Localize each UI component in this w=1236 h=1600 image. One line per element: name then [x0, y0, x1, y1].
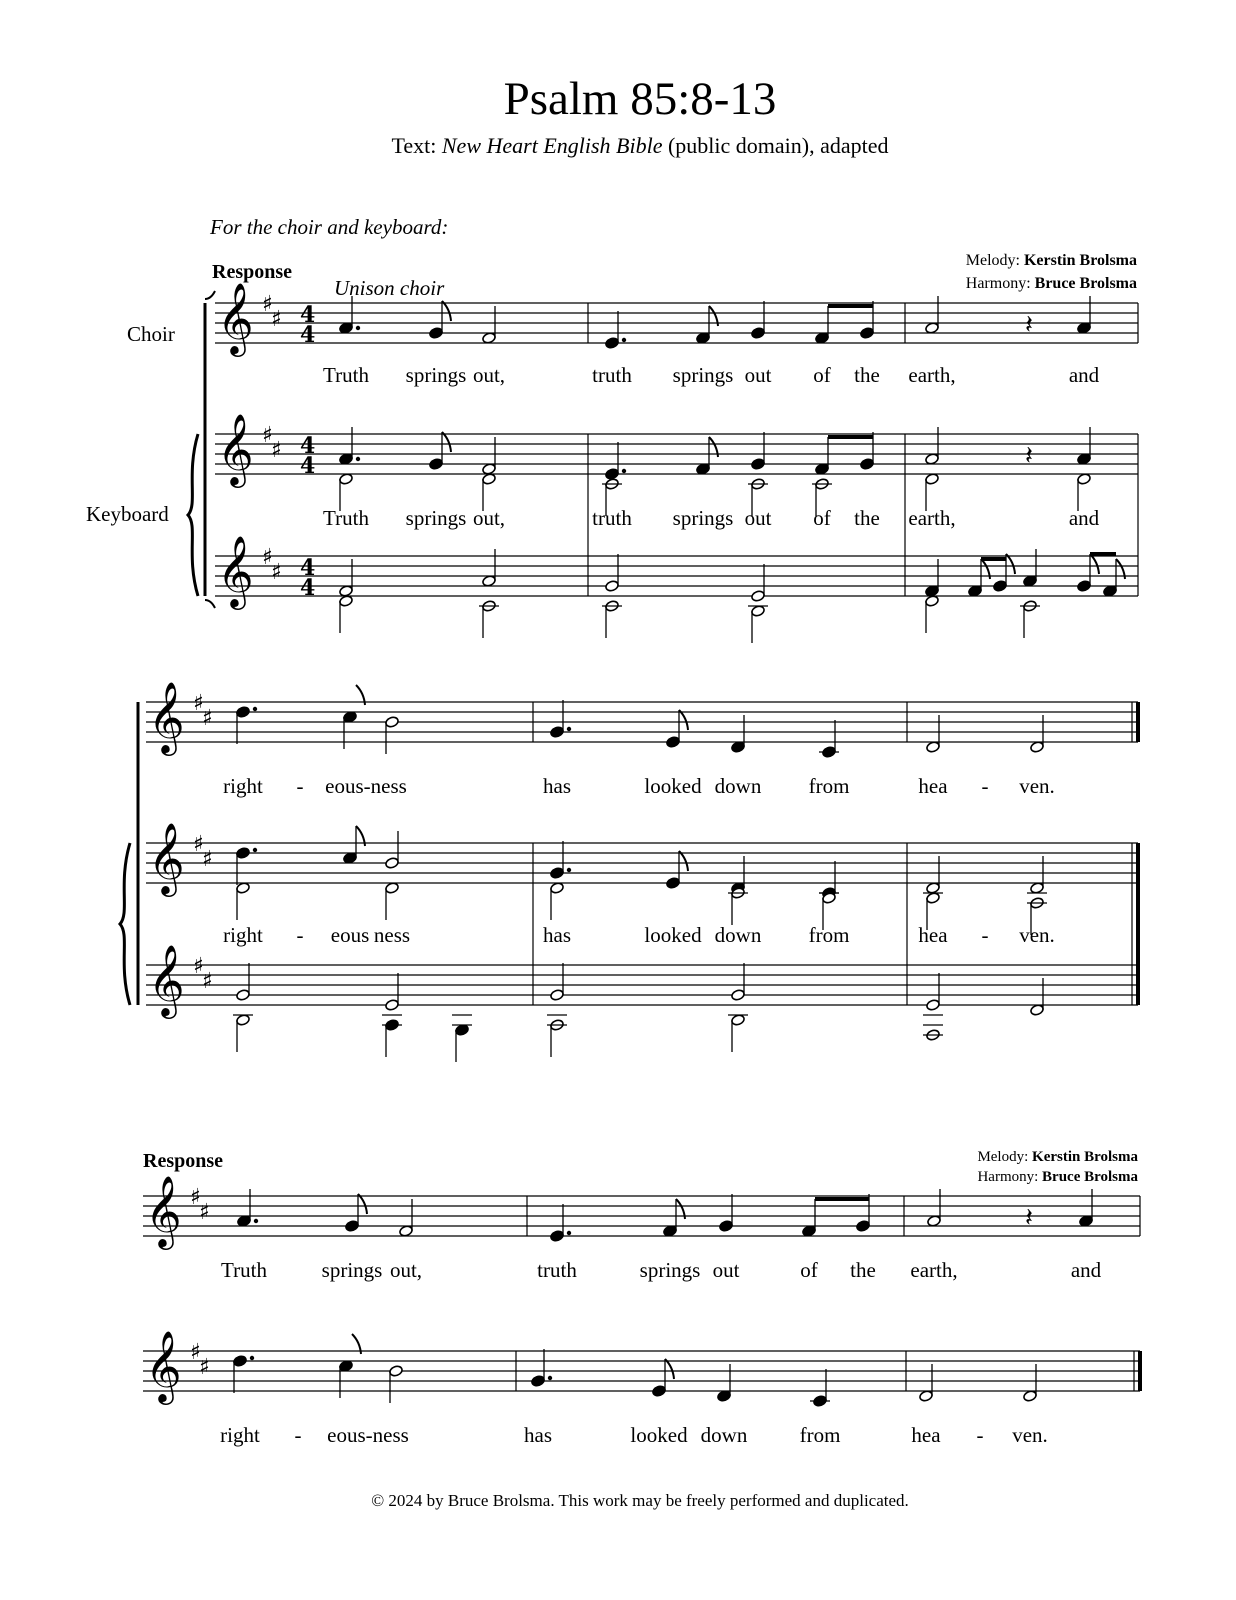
note-head	[482, 332, 497, 345]
note-head	[605, 337, 620, 350]
lyric: of	[800, 1258, 818, 1282]
note-head	[550, 1230, 565, 1243]
treble-clef: 𝄞	[145, 1174, 182, 1247]
note-head	[666, 736, 681, 749]
note-head	[925, 595, 940, 608]
lyric: of	[813, 506, 831, 530]
note-head	[1077, 322, 1092, 335]
note-head	[1023, 1390, 1038, 1403]
time-sig-top: 4	[300, 555, 316, 581]
keyboard-part-label: Keyboard	[86, 502, 169, 526]
lyric: truth	[592, 363, 632, 387]
sharp-f: ♯	[193, 691, 204, 716]
lyric: looked	[630, 1423, 688, 1447]
note-head	[860, 458, 875, 471]
lyric: the	[854, 506, 880, 530]
lyric: has	[543, 774, 571, 798]
sharp-f: ♯	[262, 545, 273, 570]
note-head	[731, 1014, 746, 1027]
note-head	[751, 590, 766, 603]
lyric: hea	[918, 923, 948, 947]
note-head	[236, 847, 251, 860]
note-head	[1030, 1004, 1045, 1017]
note-head	[666, 877, 681, 890]
treble-clef: 𝄞	[148, 680, 185, 753]
note-dot	[254, 1219, 258, 1223]
text-suffix: (public domain), adapted	[662, 133, 889, 158]
note-dot	[253, 707, 257, 711]
note-head	[731, 989, 746, 1002]
note-head	[696, 463, 711, 476]
note-head	[236, 882, 251, 895]
melody-name-1: Kerstin Brolsma	[1023, 252, 1137, 269]
copyright-footer: © 2024 by Bruce Brolsma. This work may be freely performed and duplicated.	[371, 1491, 909, 1510]
note-dot	[548, 1376, 552, 1380]
note-head	[719, 1220, 734, 1233]
choir-note: For the choir and keyboard:	[210, 215, 449, 239]
note-head	[815, 332, 830, 345]
note-head	[1030, 882, 1045, 895]
sharp-f: ♯	[193, 954, 204, 979]
note-head	[385, 999, 400, 1012]
lyric: from	[799, 1423, 841, 1447]
note-dot	[356, 326, 360, 330]
sharp-f: ♯	[193, 832, 204, 857]
note-head	[926, 892, 941, 905]
lyric: looked	[644, 923, 702, 947]
lyric: has	[543, 923, 571, 947]
note-head	[925, 473, 940, 486]
harmony-name-2: Bruce Brolsma	[1042, 1169, 1138, 1185]
lyric: springs	[321, 1258, 383, 1282]
sharp-c: ♯	[271, 560, 282, 585]
lyric: out,	[472, 506, 506, 530]
note-dot	[250, 1356, 254, 1360]
text-prefix: Text:	[391, 133, 442, 158]
note-head	[1079, 1215, 1094, 1228]
quarter-rest: 𝄽	[1025, 310, 1033, 340]
sharp-c: ♯	[199, 1355, 210, 1380]
note-dot	[622, 338, 626, 342]
note-head	[429, 458, 444, 471]
note-dot	[567, 868, 571, 872]
lyric: from	[808, 923, 850, 947]
lyric: down	[714, 774, 762, 798]
treble-clef: 𝄞	[148, 821, 185, 894]
lyric: Truth	[221, 1258, 267, 1282]
lyric: springs	[405, 506, 467, 530]
sharp-f: ♯	[190, 1340, 201, 1365]
note-head	[339, 585, 354, 598]
unison-choir-marking: Unison choir	[334, 276, 445, 300]
lyric: -	[294, 1423, 302, 1447]
note-head	[233, 1355, 248, 1368]
note-head	[751, 327, 766, 340]
note-head	[925, 585, 940, 598]
lyric: down	[714, 923, 762, 947]
note-head	[345, 1220, 360, 1233]
treble-clef: 𝄞	[148, 943, 185, 1016]
note-head	[482, 473, 497, 486]
treble-clef: 𝄞	[145, 1329, 182, 1402]
sharp-c: ♯	[202, 706, 213, 731]
keyboard-brace	[120, 843, 130, 1005]
note-head	[482, 575, 497, 588]
sharp-f: ♯	[190, 1185, 201, 1210]
harmony-name-1: Bruce Brolsma	[1034, 275, 1137, 292]
lyric: springs	[672, 363, 734, 387]
note-head	[339, 473, 354, 486]
note-head	[550, 989, 565, 1002]
note-dot	[567, 1231, 571, 1235]
response-heading-2: Response	[143, 1150, 224, 1172]
sharp-c: ♯	[202, 969, 213, 994]
lyric: ness	[373, 923, 411, 947]
lyric: down	[700, 1423, 748, 1447]
note-head	[455, 1024, 470, 1037]
note-head	[815, 463, 830, 476]
note-head	[927, 1215, 942, 1228]
page-title: Psalm 85:8-13	[503, 73, 777, 125]
system-bracket-bottom	[205, 600, 215, 608]
lyric: -	[296, 774, 304, 798]
note-head	[1077, 453, 1092, 466]
note-head	[751, 458, 766, 471]
note-flag	[358, 1194, 367, 1214]
note-head	[605, 468, 620, 481]
note-head	[919, 1390, 934, 1403]
lyric: -	[981, 923, 989, 947]
note-head	[343, 852, 358, 865]
lyric: out,	[389, 1258, 423, 1282]
text-source: New Heart English Bible	[441, 133, 663, 158]
quarter-rest: 𝄽	[1025, 441, 1033, 471]
sharp-c: ♯	[271, 438, 282, 463]
time-sig-bottom: 4	[300, 322, 316, 348]
note-head	[236, 1014, 251, 1027]
note-head	[652, 1385, 667, 1398]
quarter-rest: 𝄽	[1025, 1203, 1033, 1233]
lyric: eous	[330, 923, 370, 947]
note-head	[925, 453, 940, 466]
lyric: ven.	[1019, 923, 1055, 947]
note-head	[1030, 741, 1045, 754]
note-flag	[679, 710, 688, 730]
note-head	[385, 716, 400, 729]
note-head	[751, 605, 766, 618]
melody-label-2: Melody:	[977, 1149, 1029, 1165]
system-bracket-top	[205, 291, 215, 299]
note-head	[482, 463, 497, 476]
note-head	[856, 1220, 871, 1233]
lyric: of	[813, 363, 831, 387]
lyric: out	[744, 506, 772, 530]
note-head	[237, 1215, 252, 1228]
note-head	[1077, 473, 1092, 486]
time-sig-bottom: 4	[300, 575, 316, 601]
lyric: springs	[639, 1258, 701, 1282]
note-head	[968, 585, 983, 598]
note-head	[339, 322, 354, 335]
note-head	[550, 726, 565, 739]
note-head	[926, 741, 941, 754]
lyric: and	[1068, 506, 1100, 530]
note-flag	[442, 432, 451, 452]
choir-part-label: Choir	[127, 322, 175, 346]
lyric: -	[296, 923, 304, 947]
note-head	[339, 1360, 354, 1373]
lyric: truth	[537, 1258, 577, 1282]
note-dot	[567, 727, 571, 731]
lyric: the	[850, 1258, 876, 1282]
note-head	[717, 1390, 732, 1403]
note-head	[926, 999, 941, 1012]
note-head	[696, 332, 711, 345]
lyric: springs	[672, 506, 734, 530]
note-head	[802, 1225, 817, 1238]
lyric: truth	[592, 506, 632, 530]
note-head	[236, 706, 251, 719]
lyric: out	[712, 1258, 740, 1282]
note-head	[429, 327, 444, 340]
note-head	[605, 580, 620, 593]
sharp-c: ♯	[271, 307, 282, 332]
treble-clef: 𝄞	[217, 412, 254, 485]
lyric: has	[524, 1423, 552, 1447]
note-head	[389, 1365, 404, 1378]
note-head	[550, 882, 565, 895]
note-head	[385, 857, 400, 870]
note-head	[339, 453, 354, 466]
lyric: right	[220, 1423, 260, 1447]
note-head	[731, 741, 746, 754]
time-sig-top: 4	[300, 433, 316, 459]
lyric: hea	[918, 774, 948, 798]
sharp-c: ♯	[199, 1200, 210, 1225]
note-head	[399, 1225, 414, 1238]
lyric: -	[981, 774, 989, 798]
keyboard-brace	[188, 434, 198, 596]
harmony-label-2: Harmony:	[977, 1169, 1039, 1185]
lyric: and	[1070, 1258, 1102, 1282]
note-head	[663, 1225, 678, 1238]
note-head	[343, 711, 358, 724]
melody-label-1: Melody:	[965, 252, 1020, 269]
note-head	[1077, 580, 1092, 593]
harmony-label-1: Harmony:	[965, 275, 1031, 292]
note-head	[339, 595, 354, 608]
lyric: eous-ness	[327, 1423, 409, 1447]
note-head	[550, 867, 565, 880]
note-flag	[1006, 554, 1015, 574]
lyric: from	[808, 774, 850, 798]
sharp-c: ♯	[202, 847, 213, 872]
lyric: right	[223, 923, 263, 947]
lyric: springs	[405, 363, 467, 387]
treble-clef: 𝄞	[217, 281, 254, 354]
note-dot	[622, 469, 626, 473]
note-head	[531, 1375, 546, 1388]
note-dot	[356, 457, 360, 461]
response-heading-1: Response	[212, 261, 293, 283]
note-head	[993, 580, 1008, 593]
note-flag	[442, 301, 451, 321]
note-head	[925, 322, 940, 335]
melody-name-2: Kerstin Brolsma	[1032, 1149, 1138, 1165]
note-head	[385, 882, 400, 895]
note-head	[926, 882, 941, 895]
note-head	[1023, 575, 1038, 588]
lyric: earth,	[908, 506, 956, 530]
sharp-f: ♯	[262, 423, 273, 448]
lyric: out	[744, 363, 772, 387]
lyric: earth,	[910, 1258, 958, 1282]
sharp-f: ♯	[262, 292, 273, 317]
lyric: right	[223, 774, 263, 798]
lyric: -	[976, 1423, 984, 1447]
lyric: eous-ness	[325, 774, 407, 798]
lyric: the	[854, 363, 880, 387]
lyric: ven.	[1019, 774, 1055, 798]
note-flag	[665, 1359, 674, 1379]
lyric: Truth	[323, 363, 369, 387]
lyric: hea	[911, 1423, 941, 1447]
lyric: looked	[644, 774, 702, 798]
note-flag	[679, 851, 688, 871]
lyric: out,	[472, 363, 506, 387]
note-dot	[253, 848, 257, 852]
note-flag	[1090, 554, 1099, 574]
note-head	[1103, 585, 1118, 598]
time-sig-top: 4	[300, 302, 316, 328]
note-head	[860, 327, 875, 340]
lyric: earth,	[908, 363, 956, 387]
treble-clef: 𝄞	[217, 534, 254, 607]
lyric: Truth	[323, 506, 369, 530]
lyric: ven.	[1012, 1423, 1048, 1447]
lyric: and	[1068, 363, 1100, 387]
note-head	[236, 989, 251, 1002]
time-sig-bottom: 4	[300, 453, 316, 479]
